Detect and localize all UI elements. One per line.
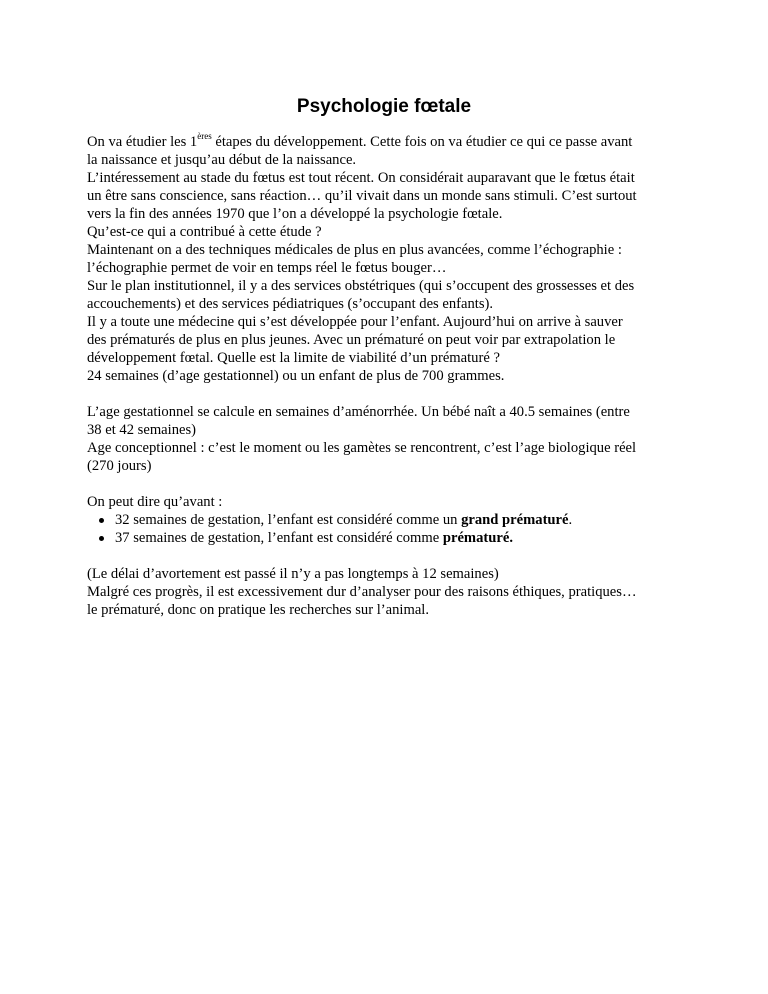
text-line: 24 semaines (d’age gestationnel) ou un enfant de plus de 700 grammes.: [87, 368, 505, 384]
text-line: L’age gestationnel se calcule en semaines d’aménorrhée. Un bébé naît a 40.5 semaines (entre: [87, 404, 630, 420]
document-body: [87, 133, 687, 619]
bullet-list: [87, 511, 687, 547]
text-line: un être sans conscience, sans réaction… qu’il vivait dans un monde sans stimuli. C’est surtout: [87, 188, 637, 204]
bold-term: grand prématuré: [461, 512, 569, 528]
text-line: Maintenant on a des techniques médicales de plus en plus avancées, comme l’échographie :: [87, 242, 622, 258]
paragraph-conclusion: [87, 565, 687, 619]
text-line: la naissance et jusqu’au début de la naissance.: [87, 152, 357, 168]
text-line: développement fœtal. Quelle est la limite de viabilité d’un prématuré ?: [87, 350, 500, 366]
text-line: L’intéressement au stade du fœtus est tout récent. On considérait auparavant que le fœtus était: [87, 170, 635, 186]
paragraph-intro: [87, 133, 687, 385]
text-line: le prématuré, donc on pratique les recherches sur l’animal.: [87, 602, 429, 618]
bullet-icon: [99, 536, 104, 541]
text-line: des prématurés de plus en plus jeunes. Avec un prématuré on peut voir par extrapolation le: [87, 332, 616, 348]
text-line: Qu’est-ce qui a contribué à cette étude ?: [87, 224, 322, 240]
text-line: l’échographie permet de voir en temps réel le fœtus bouger…: [87, 260, 447, 276]
bold-term: prématuré.: [442, 530, 513, 546]
text-segment: étapes du développement. Cette fois on va étudier ce qui ce passe avant: [211, 134, 633, 150]
text-line: (270 jours): [87, 458, 152, 474]
text-line: Il y a toute une médecine qui s’est développée pour l’enfant. Aujourd’hui on arrive à sauver: [87, 314, 623, 330]
text-line: Age conceptionnel : c’est le moment ou les gamètes se rencontrent, c’est l’age biologique réel: [87, 440, 637, 456]
text-line: On peut dire qu’avant :: [87, 494, 223, 510]
paragraph-prematurity: [87, 493, 687, 547]
text-line: (Le délai d’avortement est passé il n’y a pas longtemps à 12 semaines): [87, 566, 499, 582]
paragraph-spacer: [87, 475, 687, 493]
text-segment: 37 semaines de gestation, l’enfant est considéré comme: [115, 530, 443, 546]
paragraph-spacer: [87, 385, 687, 403]
text-segment: On va étudier les 1: [87, 134, 198, 150]
document-title: Psychologie fœtale: [296, 96, 472, 117]
text-line: 38 et 42 semaines): [87, 422, 197, 438]
list-item: [87, 529, 687, 547]
text-line: [87, 133, 687, 151]
text-line: Sur le plan institutionnel, il y a des services obstétriques (qui s’occupent des grossesses et des: [87, 278, 635, 294]
text-segment: .: [568, 512, 573, 528]
text-segment: 32 semaines de gestation, l’enfant est considéré comme un: [115, 512, 462, 528]
bullet-icon: [99, 518, 104, 523]
text-line: Malgré ces progrès, il est excessivement dur d’analyser pour des raisons éthiques, pratiques…: [87, 584, 637, 600]
text-line: vers la fin des années 1970 que l’on a développé la psychologie fœtale.: [87, 206, 503, 222]
superscript: ères: [197, 131, 212, 142]
list-item: [87, 511, 687, 529]
text-line: accouchements) et des services pédiatriques (s’occupant des enfants).: [87, 296, 494, 312]
paragraph-spacer: [87, 547, 687, 565]
paragraph-gestational-age: [87, 403, 687, 475]
